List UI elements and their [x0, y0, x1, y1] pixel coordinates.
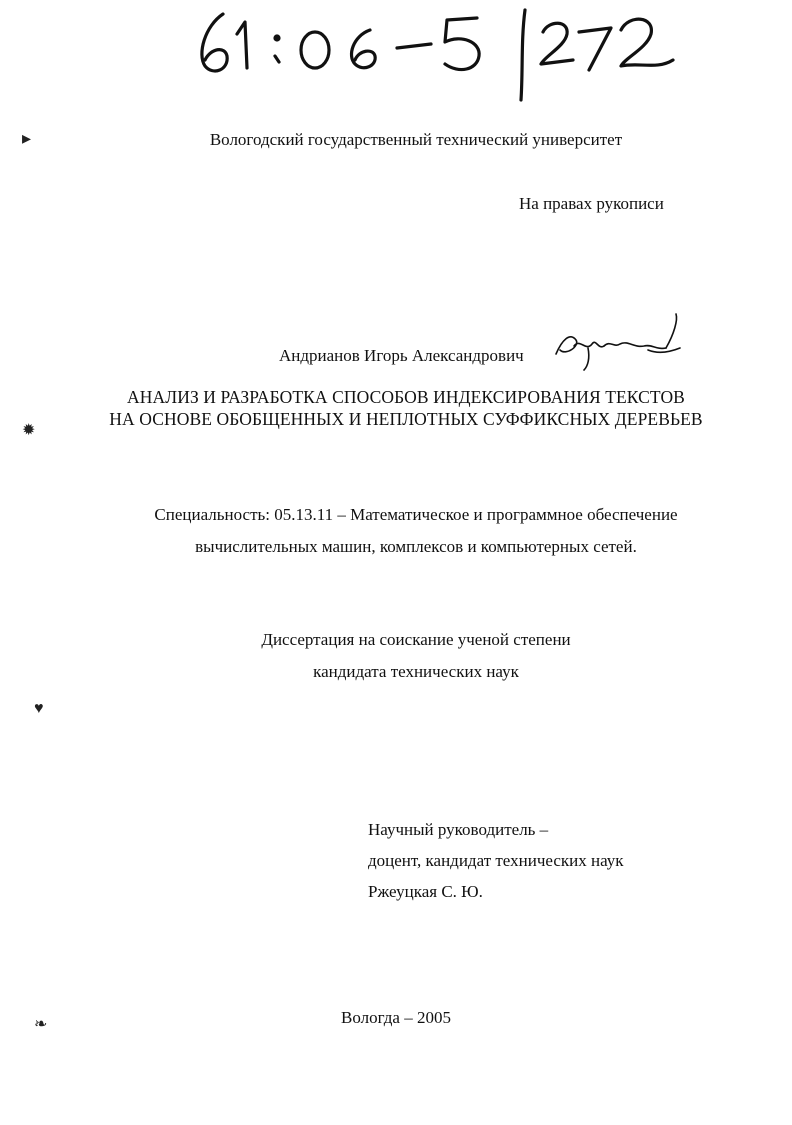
author-name: Андрианов Игорь Александрович [279, 346, 524, 365]
handwritten-archive-number [185, 4, 685, 104]
place-year: Вологда – 2005 [341, 1008, 451, 1027]
advisor-name: Ржеуцкая С. Ю. [368, 882, 483, 901]
dissertation-title-line-1: АНАЛИЗ И РАЗРАБОТКА СПОСОБОВ ИНДЕКСИРОВАНИЯ ТЕКСТОВ [127, 387, 685, 407]
author-signature [548, 310, 688, 372]
specialty-line-1: Специальность: 05.13.11 – Математическое и программное обеспечение [154, 505, 678, 524]
margin-mark-1: ▸ [22, 128, 32, 148]
margin-mark-4: ❧ [34, 1016, 48, 1033]
manuscript-note: На правах рукописи [519, 194, 664, 213]
dissertation-title-line-2: НА ОСНОВЕ ОБОБЩЕННЫХ И НЕПЛОТНЫХ СУФФИКСНЫХ ДЕРЕВЬЕВ [109, 409, 703, 429]
margin-mark-2: ✹ [22, 422, 36, 439]
advisor-position: доцент, кандидат технических наук [368, 851, 624, 870]
degree-line-2: кандидата технических наук [313, 662, 519, 681]
advisor-label: Научный руководитель – [368, 820, 549, 839]
specialty-line-2: вычислительных машин, комплексов и компьютерных сетей. [195, 537, 637, 556]
margin-mark-3: ♥ [34, 700, 44, 717]
university-name: Вологодский государственный технический университет [209, 130, 623, 149]
degree-line-1: Диссертация на соискание ученой степени [261, 630, 571, 649]
